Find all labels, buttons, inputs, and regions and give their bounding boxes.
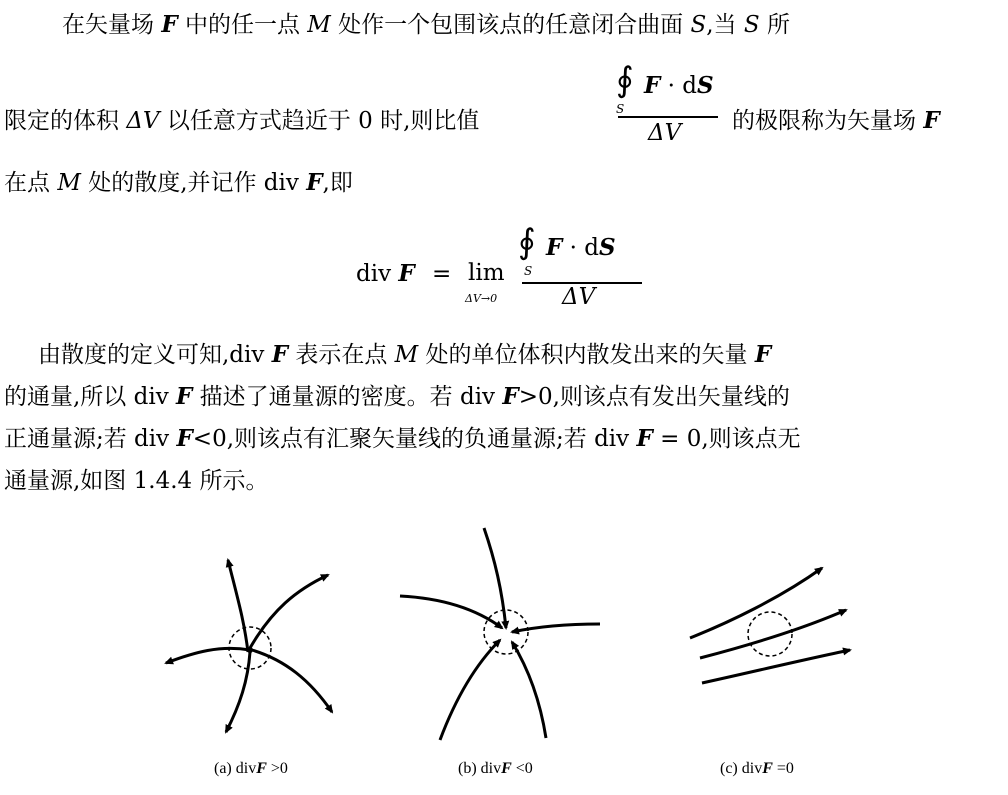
text: 由散度的定义可知,div — [38, 342, 265, 368]
text: 正通量源;若 div — [4, 426, 170, 452]
symbol-M: M — [394, 342, 419, 368]
panel-a-field-line — [228, 560, 248, 652]
symbol-F: F — [636, 425, 653, 452]
caption-a — [214, 760, 288, 778]
panel-a-field-line — [166, 648, 250, 663]
oint-symbol: ∮ — [518, 222, 536, 262]
caption-b — [458, 760, 533, 778]
panel-a-field-line — [226, 652, 250, 732]
caption-c — [720, 760, 794, 778]
d: d — [584, 235, 600, 261]
lim-subscript: ΔV→0 — [465, 292, 498, 305]
text: 表示在点 — [295, 342, 388, 368]
symbol-F: F — [256, 760, 267, 777]
caption-text: (a) div — [214, 760, 257, 777]
caption-text: =0 — [772, 760, 794, 777]
text: 在矢量场 — [62, 12, 154, 38]
oint-symbol: ∮ — [616, 60, 634, 100]
symbol-F: F — [546, 234, 563, 261]
symbol-F: F — [754, 341, 772, 368]
caption-text: >0 — [266, 760, 288, 777]
text: ,当 — [706, 12, 737, 38]
text: 描述了通量源的密度。若 div — [199, 384, 496, 410]
symbol-F: F — [762, 760, 773, 777]
text: 处的单位体积内散发出来的矢量 — [425, 342, 748, 368]
lim: lim — [468, 260, 505, 286]
panel-b-field-line — [512, 624, 600, 632]
integral-subscript: S — [524, 264, 533, 278]
symbol-F: F — [176, 425, 193, 452]
dot: · — [667, 73, 675, 99]
text: <0,则该点有汇聚矢量线的负通量源;若 div — [192, 426, 630, 452]
text: 处作一个包围该点的任意闭合曲面 — [338, 12, 684, 38]
caption-text: (b) div — [458, 760, 502, 777]
text: 在点 — [4, 170, 50, 196]
text: 限定的体积 — [4, 108, 119, 134]
text: 的通量,所以 div — [4, 384, 169, 410]
panel-b-field-line — [400, 596, 502, 628]
symbol-S: S — [690, 12, 707, 38]
panel-c-field-line — [700, 610, 846, 658]
panel-a-center-point — [247, 647, 253, 653]
text: 所 — [766, 12, 790, 38]
div-text: div — [356, 261, 392, 287]
symbol-S: S — [599, 234, 616, 261]
panel-b-sink-diagram — [400, 528, 600, 740]
panel-c-solenoidal-diagram — [690, 568, 850, 683]
symbol-M: M — [307, 12, 331, 38]
text: 以任意方式趋近于 0 时,则比值 — [166, 108, 480, 134]
text: 处的散度,并记作 div — [88, 170, 299, 196]
panel-b-field-line — [512, 642, 546, 738]
panel-b-field-line — [440, 640, 500, 740]
symbol-S: S — [743, 12, 760, 38]
panel-a-source-diagram — [166, 560, 332, 732]
symbol-F: F — [271, 341, 289, 368]
panel-a-field-line — [252, 650, 332, 712]
d: d — [682, 73, 698, 99]
symbol-F: F — [501, 760, 512, 777]
symbol-F: F — [923, 107, 940, 134]
symbol-F: F — [502, 383, 519, 410]
symbol-deltaV: ΔV — [126, 108, 160, 134]
caption-text: <0 — [511, 760, 533, 777]
symbol-M: M — [57, 170, 81, 196]
symbol-F: F — [398, 260, 415, 287]
denominator: ΔV — [648, 120, 682, 146]
caption-text: (c) div — [720, 760, 763, 777]
text: 中的任一点 — [184, 12, 300, 38]
panel-a-field-line — [250, 575, 328, 648]
equals: = — [432, 261, 452, 287]
text: 的极限称为矢量场 — [732, 108, 916, 134]
text: ,即 — [322, 170, 353, 196]
denominator: ΔV — [562, 284, 596, 310]
symbol-S: S — [697, 72, 714, 99]
symbol-F: F — [306, 169, 323, 196]
integral-subscript: S — [616, 102, 625, 116]
text: >0,则该点有发出矢量线的 — [518, 384, 790, 410]
symbol-F: F — [161, 11, 178, 38]
text: 通量源,如图 1.4.4 所示。 — [4, 468, 269, 494]
symbol-F: F — [176, 383, 193, 410]
symbol-F: F — [644, 72, 661, 99]
dot: · — [569, 235, 577, 261]
text: = 0,则该点无 — [660, 426, 801, 452]
